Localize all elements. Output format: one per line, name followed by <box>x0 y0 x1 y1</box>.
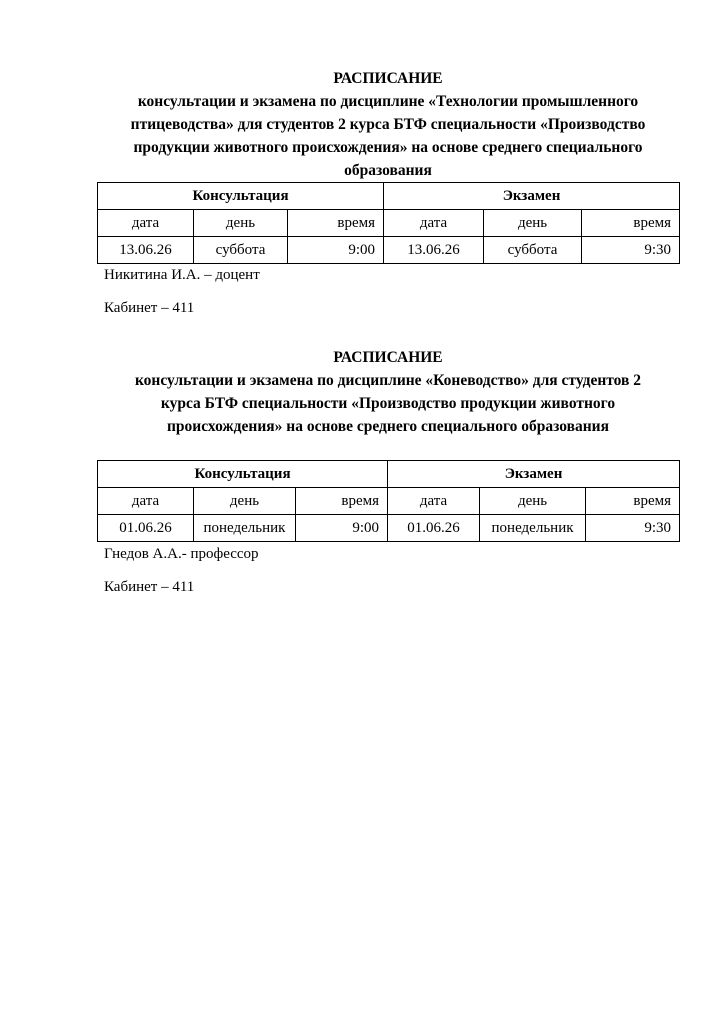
schedule-1-title-block <box>97 67 679 182</box>
exam-date: 13.06.26 <box>384 237 484 264</box>
schedule-2-teacher: Гнедов А.А.- профессор <box>104 546 259 562</box>
schedule-1-subtitle: консультации и экзамена по дисциплине «Технологии промышленного птицеводства» для студентов 2 курса БТФ специальности «Производство продукции животного происхождения» на основе среднего специального образования <box>130 93 646 179</box>
schedule-2-room: Кабинет – 411 <box>104 579 195 595</box>
schedule-1-room: Кабинет – 411 <box>104 300 195 316</box>
col-time: время <box>296 488 388 515</box>
table-row <box>98 237 680 264</box>
schedule-2-table-block <box>97 460 679 542</box>
col-time: время <box>586 488 680 515</box>
col-time: время <box>582 210 680 237</box>
table-row <box>98 461 680 488</box>
consult-day: суббота <box>194 237 288 264</box>
col-time: время <box>288 210 384 237</box>
exam-header: Экзамен <box>388 461 680 488</box>
exam-day: понедельник <box>480 515 586 542</box>
schedule-1-title <box>97 67 679 182</box>
exam-date: 01.06.26 <box>388 515 480 542</box>
col-date: дата <box>384 210 484 237</box>
exam-header: Экзамен <box>384 183 680 210</box>
col-day: день <box>484 210 582 237</box>
table-row <box>98 183 680 210</box>
table-row <box>98 515 680 542</box>
col-date: дата <box>98 210 194 237</box>
schedule-2-table <box>97 460 680 542</box>
table-row <box>98 210 680 237</box>
col-day: день <box>480 488 586 515</box>
consult-day: понедельник <box>194 515 296 542</box>
consult-time: 9:00 <box>296 515 388 542</box>
schedule-2-title <box>97 346 679 438</box>
schedule-2-heading: РАСПИСАНИЕ <box>333 349 443 366</box>
col-day: день <box>194 210 288 237</box>
exam-time: 9:30 <box>582 237 680 264</box>
consult-date: 13.06.26 <box>98 237 194 264</box>
consult-date: 01.06.26 <box>98 515 194 542</box>
consultation-header: Консультация <box>98 183 384 210</box>
col-date: дата <box>388 488 480 515</box>
exam-time: 9:30 <box>586 515 680 542</box>
schedule-1-table <box>97 182 680 264</box>
consult-time: 9:00 <box>288 237 384 264</box>
schedule-2-subtitle: консультации и экзамена по дисциплине «Коневодство» для студентов 2 курса БТФ специальности «Производство продукции животного происхождения» на основе среднего специального образования <box>134 372 642 435</box>
table-row <box>98 488 680 515</box>
schedule-1-heading: РАСПИСАНИЕ <box>333 70 443 87</box>
schedule-1-table-block <box>97 182 679 264</box>
schedule-2-title-block <box>97 346 679 438</box>
col-day: день <box>194 488 296 515</box>
consultation-header: Консультация <box>98 461 388 488</box>
exam-day: суббота <box>484 237 582 264</box>
col-date: дата <box>98 488 194 515</box>
schedule-1-teacher: Никитина И.А. – доцент <box>104 267 260 283</box>
